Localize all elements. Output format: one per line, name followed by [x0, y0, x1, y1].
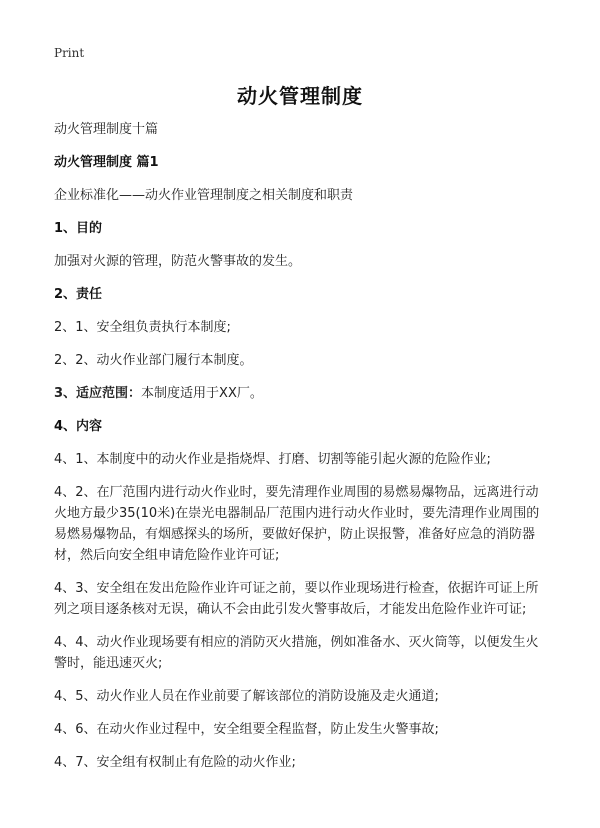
document-subtitle: 动火管理制度十篇	[54, 122, 159, 137]
list-item: 4、3、安全组在发出危险作业许可证之前，要以作业现场进行检查，依据许可证上所列之项目逐条核对无误，确认不会由此引发火警事故后，才能发出危险作业许可证;	[54, 581, 539, 617]
section-heading-content: 4、内容	[54, 419, 103, 434]
section-text-purpose: 加强对火源的管理，防范火警事故的发生。	[54, 254, 302, 269]
list-item: 4、1、本制度中的动火作业是指烧焊、打磨、切割等能引起火源的危险作业;	[54, 452, 491, 467]
list-item: 4、5、动火作业人员在作业前要了解该部位的消防设施及走火通道;	[54, 689, 439, 704]
list-item: 2、1、安全组负责执行本制度;	[54, 320, 231, 335]
list-item: 4、7、安全组有权制止有危险的动火作业;	[54, 755, 296, 770]
page-title: 动火管理制度	[237, 84, 363, 108]
intro-paragraph: 企业标准化——动火作业管理制度之相关制度和职责	[54, 188, 354, 203]
section-scope	[54, 383, 548, 404]
list-item: 4、4、动火作业现场要有相应的消防灭火措施，例如准备水、灭火筒等，以便发生火警时，能迅速灭火;	[54, 635, 539, 671]
section-heading-responsibility: 2、责任	[54, 287, 103, 302]
list-item: 2、2、动火作业部门履行本制度。	[54, 353, 253, 368]
list-item: 4、6、在动火作业过程中，安全组要全程监督，防止发生火警事故;	[54, 722, 439, 737]
section-heading-scope: 3、适应范围：	[54, 386, 142, 401]
document-body	[54, 119, 548, 785]
list-item: 4、2、在厂范围内进行动火作业时，要先清理作业周围的易燃易爆物品，远离进行动火地方最少35(10米)在崇光电器制品厂范围内进行动火作业时，要先清理作业周围的易燃易爆物品，有烟感探头的场所，要做好保护，防止误报警，准备好应急的消防器材，然后向安全组申请危险作业许可证;	[54, 485, 540, 563]
section-heading-purpose: 1、目的	[54, 221, 103, 236]
print-link[interactable]: Print	[54, 46, 85, 60]
section-text-scope: 本制度适用于XX厂。	[141, 386, 263, 401]
article-heading: 动火管理制度 篇1	[54, 155, 159, 170]
